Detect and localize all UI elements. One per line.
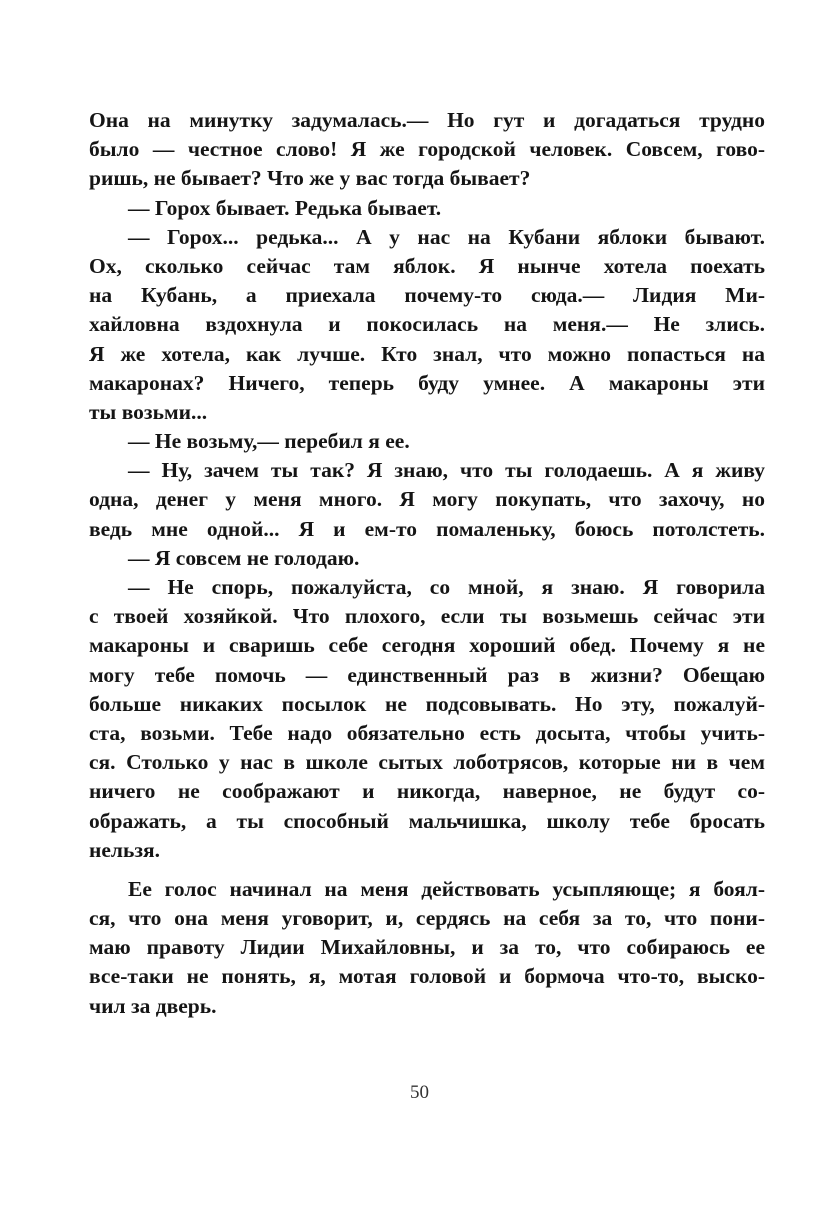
text-line: Она на минутку задумалась.— Но гут и догадаться трудно xyxy=(89,108,765,132)
text-line: нельзя. xyxy=(89,837,161,862)
text-line: ничего не соображают и никогда, наверное, не будут со- xyxy=(89,779,765,804)
text-line: ведь мне одной... Я и ем-то помаленьку, боюсь потолстеть. xyxy=(89,516,765,541)
text-line: Ее голос начинал на меня действовать усыпляюще; я боял- xyxy=(128,876,765,901)
text-line: маю правоту Лидии Михайловны, и за то, что собираюсь ее xyxy=(89,935,765,960)
text-line: макаронах? Ничего, теперь буду умнее. А макароны эти xyxy=(89,370,765,395)
text-line: чил за дверь. xyxy=(89,993,217,1018)
text-line: Ох, сколько сейчас там яблок. Я нынче хотела поехать xyxy=(89,253,765,278)
text-line: ришь, не бывает? Что же у вас тогда бывает? xyxy=(89,166,531,191)
text-line: все-таки не понять, я, мотая головой и бормоча что-то, выско- xyxy=(89,964,765,989)
text-lines xyxy=(89,106,765,1021)
text-line: с твоей хозяйкой. Что плохого, если ты возьмешь сейчас эти xyxy=(89,604,765,629)
text-line: — Ну, зачем ты так? Я знаю, что ты голодаешь. А я живу xyxy=(128,458,765,483)
text-line: ты возьми... xyxy=(89,399,208,424)
text-line: макароны и сваришь себе сегодня хороший обед. Почему я не xyxy=(89,633,765,658)
page-number: 50 xyxy=(410,1082,429,1103)
text-line: на Кубань, а приехала почему-то сюда.— Лидия Ми- xyxy=(89,283,765,308)
text-line: Я же хотела, как лучше. Кто знал, что можно попасться на xyxy=(89,341,765,366)
text-line: — Горох... редька... А у нас на Кубани яблоки бывают. xyxy=(128,224,765,249)
text-line: — Не спорь, пожалуйста, со мной, я знаю. Я говорила xyxy=(128,575,765,599)
text-line: — Не возьму,— перебил я ее. xyxy=(128,429,410,454)
text-line: ображать, а ты способный мальчишка, школу тебе бросать xyxy=(89,808,765,833)
text-line: хайловна вздохнула и покосилась на меня.— Не злись. xyxy=(89,312,765,337)
text-line: было — честное слово! Я же городской человек. Совсем, гово- xyxy=(89,137,765,162)
text-line: могу тебе помочь — единственный раз в жизни? Обещаю xyxy=(89,662,765,687)
text-line: ся. Столько у нас в школе сытых лоботрясов, которые ни в чем xyxy=(89,750,765,775)
paragraph-gap xyxy=(89,865,765,875)
text-line: одна, денег у меня много. Я могу покупать, что захочу, но xyxy=(89,487,765,512)
text-line: ста, возьми. Тебе надо обязательно есть досыта, чтобы учить- xyxy=(89,720,765,745)
text-line: — Горох бывает. Редька бывает. xyxy=(128,195,442,220)
body-text xyxy=(89,106,765,1021)
text-line: — Я совсем не голодаю. xyxy=(128,545,360,570)
text-line: больше никаких посылок не подсовывать. Но эту, пожалуй- xyxy=(89,691,765,716)
text-line: ся, что она меня уговорит, и, сердясь на себя за то, что пони- xyxy=(89,906,765,931)
